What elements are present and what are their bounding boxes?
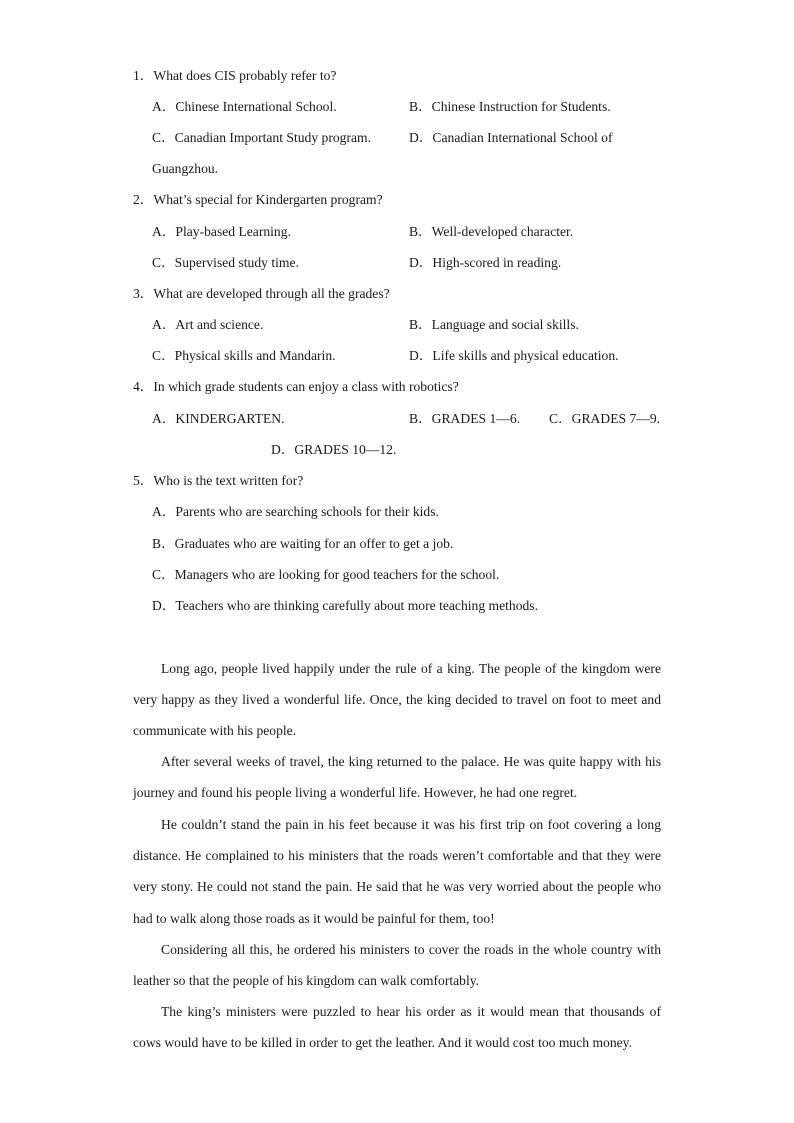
option-letter: C． (152, 130, 175, 145)
option-letter: C． (152, 255, 175, 270)
option-5c (152, 566, 499, 584)
question-stem: In which grade students can enjoy a class with robotics? (153, 379, 459, 394)
question-2 (133, 191, 383, 209)
option-text: Physical skills and Mandarin. (174, 348, 336, 363)
option-text: GRADES 10—12. (294, 442, 397, 457)
option-letter: A． (152, 99, 176, 114)
option-letter: B． (409, 411, 432, 426)
option-text: KINDERGARTEN. (175, 411, 285, 426)
option-letter: B． (409, 99, 432, 114)
option-letter: A． (152, 317, 176, 332)
option-4b (409, 410, 520, 428)
question-1 (133, 67, 336, 85)
option-letter: A． (152, 411, 176, 426)
passage-paragraph: After several weeks of travel, the king returned to the palace. He was quite happy with his journey and found his people living a wonderful life. However, he had one regret. (133, 754, 661, 801)
option-letter: B． (409, 317, 432, 332)
option-text: Well-developed character. (431, 224, 574, 239)
option-letter: C． (152, 567, 175, 582)
option-text: Chinese Instruction for Students. (431, 99, 611, 114)
option-text: Parents who are searching schools for their kids. (175, 504, 439, 519)
option-text: Canadian Important Study program. (174, 130, 371, 145)
passage-paragraph: The king’s ministers were puzzled to hear his order as it would mean that thousands of cows would have to be killed in order to get the leather. And it would cost too much money. (133, 1004, 661, 1051)
question-5 (133, 472, 303, 490)
option-letter: B． (409, 224, 432, 239)
option-4d (271, 441, 396, 459)
option-text: GRADES 1—6. (431, 411, 521, 426)
question-number: 2． (133, 192, 154, 207)
option-text: Managers who are looking for good teachers for the school. (174, 567, 500, 582)
question-number: 1． (133, 68, 154, 83)
option-letter: D． (409, 130, 433, 145)
option-text: Teachers who are thinking carefully about more teaching methods. (175, 598, 538, 613)
option-letter: D． (409, 348, 433, 363)
option-5d (152, 597, 538, 615)
question-3 (133, 285, 390, 303)
option-text: Play-based Learning. (175, 224, 291, 239)
option-letter: D． (409, 255, 433, 270)
option-1c (152, 129, 371, 147)
question-stem: What’s special for Kindergarten program? (153, 192, 383, 207)
option-5a (152, 503, 439, 521)
option-letter: D． (271, 442, 295, 457)
option-3c (152, 347, 336, 365)
option-5b (152, 535, 453, 553)
question-number: 5． (133, 473, 154, 488)
option-4c (549, 410, 660, 428)
passage-paragraph: Long ago, people lived happily under the rule of a king. The people of the kingdom were very happy as they lived a wonderful life. Once, the king decided to travel on foot to meet and communicate with his people. (133, 661, 661, 739)
option-text: Life skills and physical education. (432, 348, 619, 363)
option-4a (152, 410, 284, 428)
option-text: Language and social skills. (431, 317, 579, 332)
option-1b (409, 98, 611, 116)
option-letter: B． (152, 536, 175, 551)
option-letter: A． (152, 224, 176, 239)
option-letter: C． (152, 348, 175, 363)
option-3b (409, 316, 579, 334)
option-2c (152, 254, 299, 272)
option-text: GRADES 7—9. (571, 411, 661, 426)
passage-paragraph: Considering all this, he ordered his ministers to cover the roads in the whole country with leather so that the people of his kingdom can walk comfortably. (133, 942, 661, 989)
question-number: 3． (133, 286, 154, 301)
option-letter: D． (152, 598, 176, 613)
question-stem: Who is the text written for? (153, 473, 304, 488)
option-letter: A． (152, 504, 176, 519)
option-1d (409, 129, 613, 147)
option-2b (409, 223, 573, 241)
question-stem: What are developed through all the grades? (153, 286, 390, 301)
option-1d-continuation: Guangzhou. (152, 161, 219, 176)
option-3a (152, 316, 263, 334)
option-letter: C． (549, 411, 572, 426)
question-4 (133, 378, 459, 396)
option-1a (152, 98, 337, 116)
option-text: Canadian International School of (432, 130, 613, 145)
option-2d (409, 254, 561, 272)
option-text: Supervised study time. (174, 255, 299, 270)
question-stem: What does CIS probably refer to? (153, 68, 337, 83)
question-number: 4． (133, 379, 154, 394)
option-text: Chinese International School. (175, 99, 337, 114)
option-text: High-scored in reading. (432, 255, 562, 270)
option-text: Graduates who are waiting for an offer to get a job. (174, 536, 454, 551)
option-text: Art and science. (175, 317, 264, 332)
option-3d (409, 347, 619, 365)
passage-paragraph: He couldn’t stand the pain in his feet because it was his first trip on foot covering a long distance. He complained to his ministers that the roads weren’t comfortable and that they were very stony. He could not stand the pain. He said that he was very worried about the people who had to walk along those roads as it would be painful for them, too! (133, 817, 661, 926)
option-2a (152, 223, 291, 241)
